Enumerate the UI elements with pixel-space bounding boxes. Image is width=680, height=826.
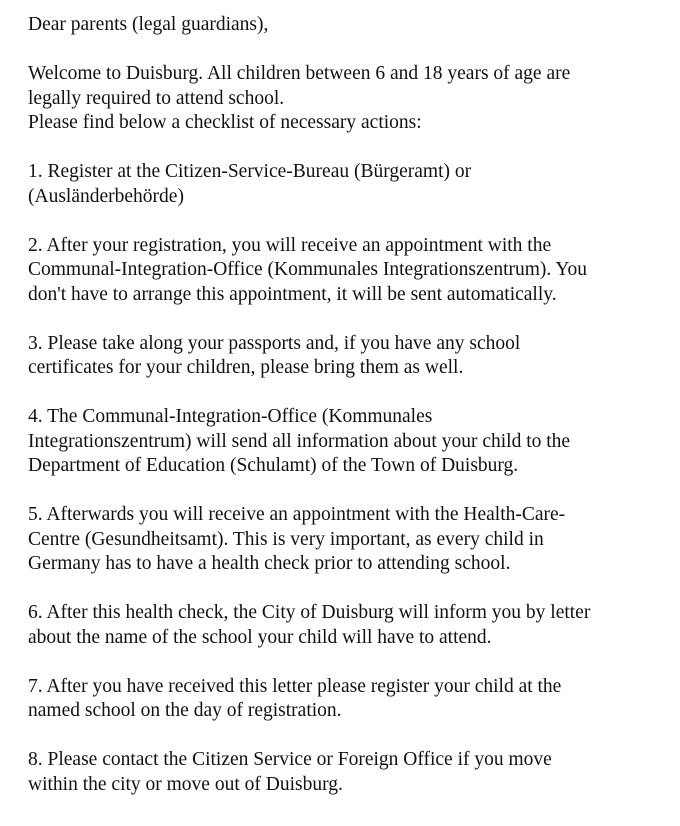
paragraph-gap — [28, 209, 668, 234]
step-5 — [28, 503, 668, 577]
step-line: Communal-Integration-Office (Kommunales Integrationszentrum). You — [28, 259, 588, 280]
paragraph-gap — [28, 381, 668, 406]
step-line: 7. After you have received this letter please register your child at the — [28, 675, 562, 697]
paragraph-gap — [28, 577, 668, 602]
step-line: 8. Please contact the Citizen Service or Foreign Office if you move — [28, 749, 552, 770]
paragraph-gap — [28, 38, 668, 63]
step-line: 4. The Communal-Integration-Office (Kommunales — [28, 406, 433, 427]
paragraph-gap — [28, 479, 668, 504]
intro-line: Welcome to Duisburg. All children between 6 and 18 years of age are — [28, 63, 571, 84]
step-line: (Ausländerbehörde) — [28, 185, 184, 207]
step-line: about the name of the school your child will have to attend. — [28, 626, 492, 648]
intro-line: legally required to attend school. — [28, 87, 285, 109]
step-line: 3. Please take along your passports and, if you have any school — [28, 332, 521, 354]
step-line: 6. After this health check, the City of Duisburg will inform you by letter — [28, 602, 591, 623]
step-line: within the city or move out of Duisburg. — [28, 773, 343, 795]
step-line: Department of Education (Schulamt) of the Town of Duisburg. — [28, 455, 519, 476]
step-line: don't have to arrange this appointment, it will be sent automatically. — [28, 283, 557, 305]
step-3 — [28, 332, 668, 381]
step-line: Germany has to have a health check prior to attending school. — [28, 553, 511, 574]
paragraph-gap — [28, 307, 668, 332]
step-line: 5. Afterwards you will receive an appointment with the Health-Care- — [28, 504, 566, 525]
step-1 — [28, 160, 668, 209]
intro-paragraph — [28, 62, 668, 136]
step-4 — [28, 405, 668, 479]
step-7 — [28, 675, 668, 724]
step-line: Integrationszentrum) will send all information about your child to the — [28, 430, 571, 452]
step-line: 1. Register at the Citizen-Service-Bureau (Bürgeramt) or — [28, 161, 472, 182]
step-line: named school on the day of registration. — [28, 700, 342, 721]
step-2 — [28, 234, 668, 308]
paragraph-gap — [28, 724, 668, 749]
intro-line: Please find below a checklist of necessary actions: — [28, 112, 422, 133]
step-line: certificates for your children, please bring them as well. — [28, 357, 464, 378]
greeting: Dear parents (legal guardians), — [28, 14, 269, 35]
letter-body — [28, 13, 668, 797]
paragraph-gap — [28, 650, 668, 675]
step-line: 2. After your registration, you will receive an appointment with the — [28, 234, 552, 256]
step-6 — [28, 601, 668, 650]
step-8 — [28, 748, 668, 797]
paragraph-gap — [28, 136, 668, 161]
step-line: Centre (Gesundheitsamt). This is very important, as every child in — [28, 528, 544, 550]
